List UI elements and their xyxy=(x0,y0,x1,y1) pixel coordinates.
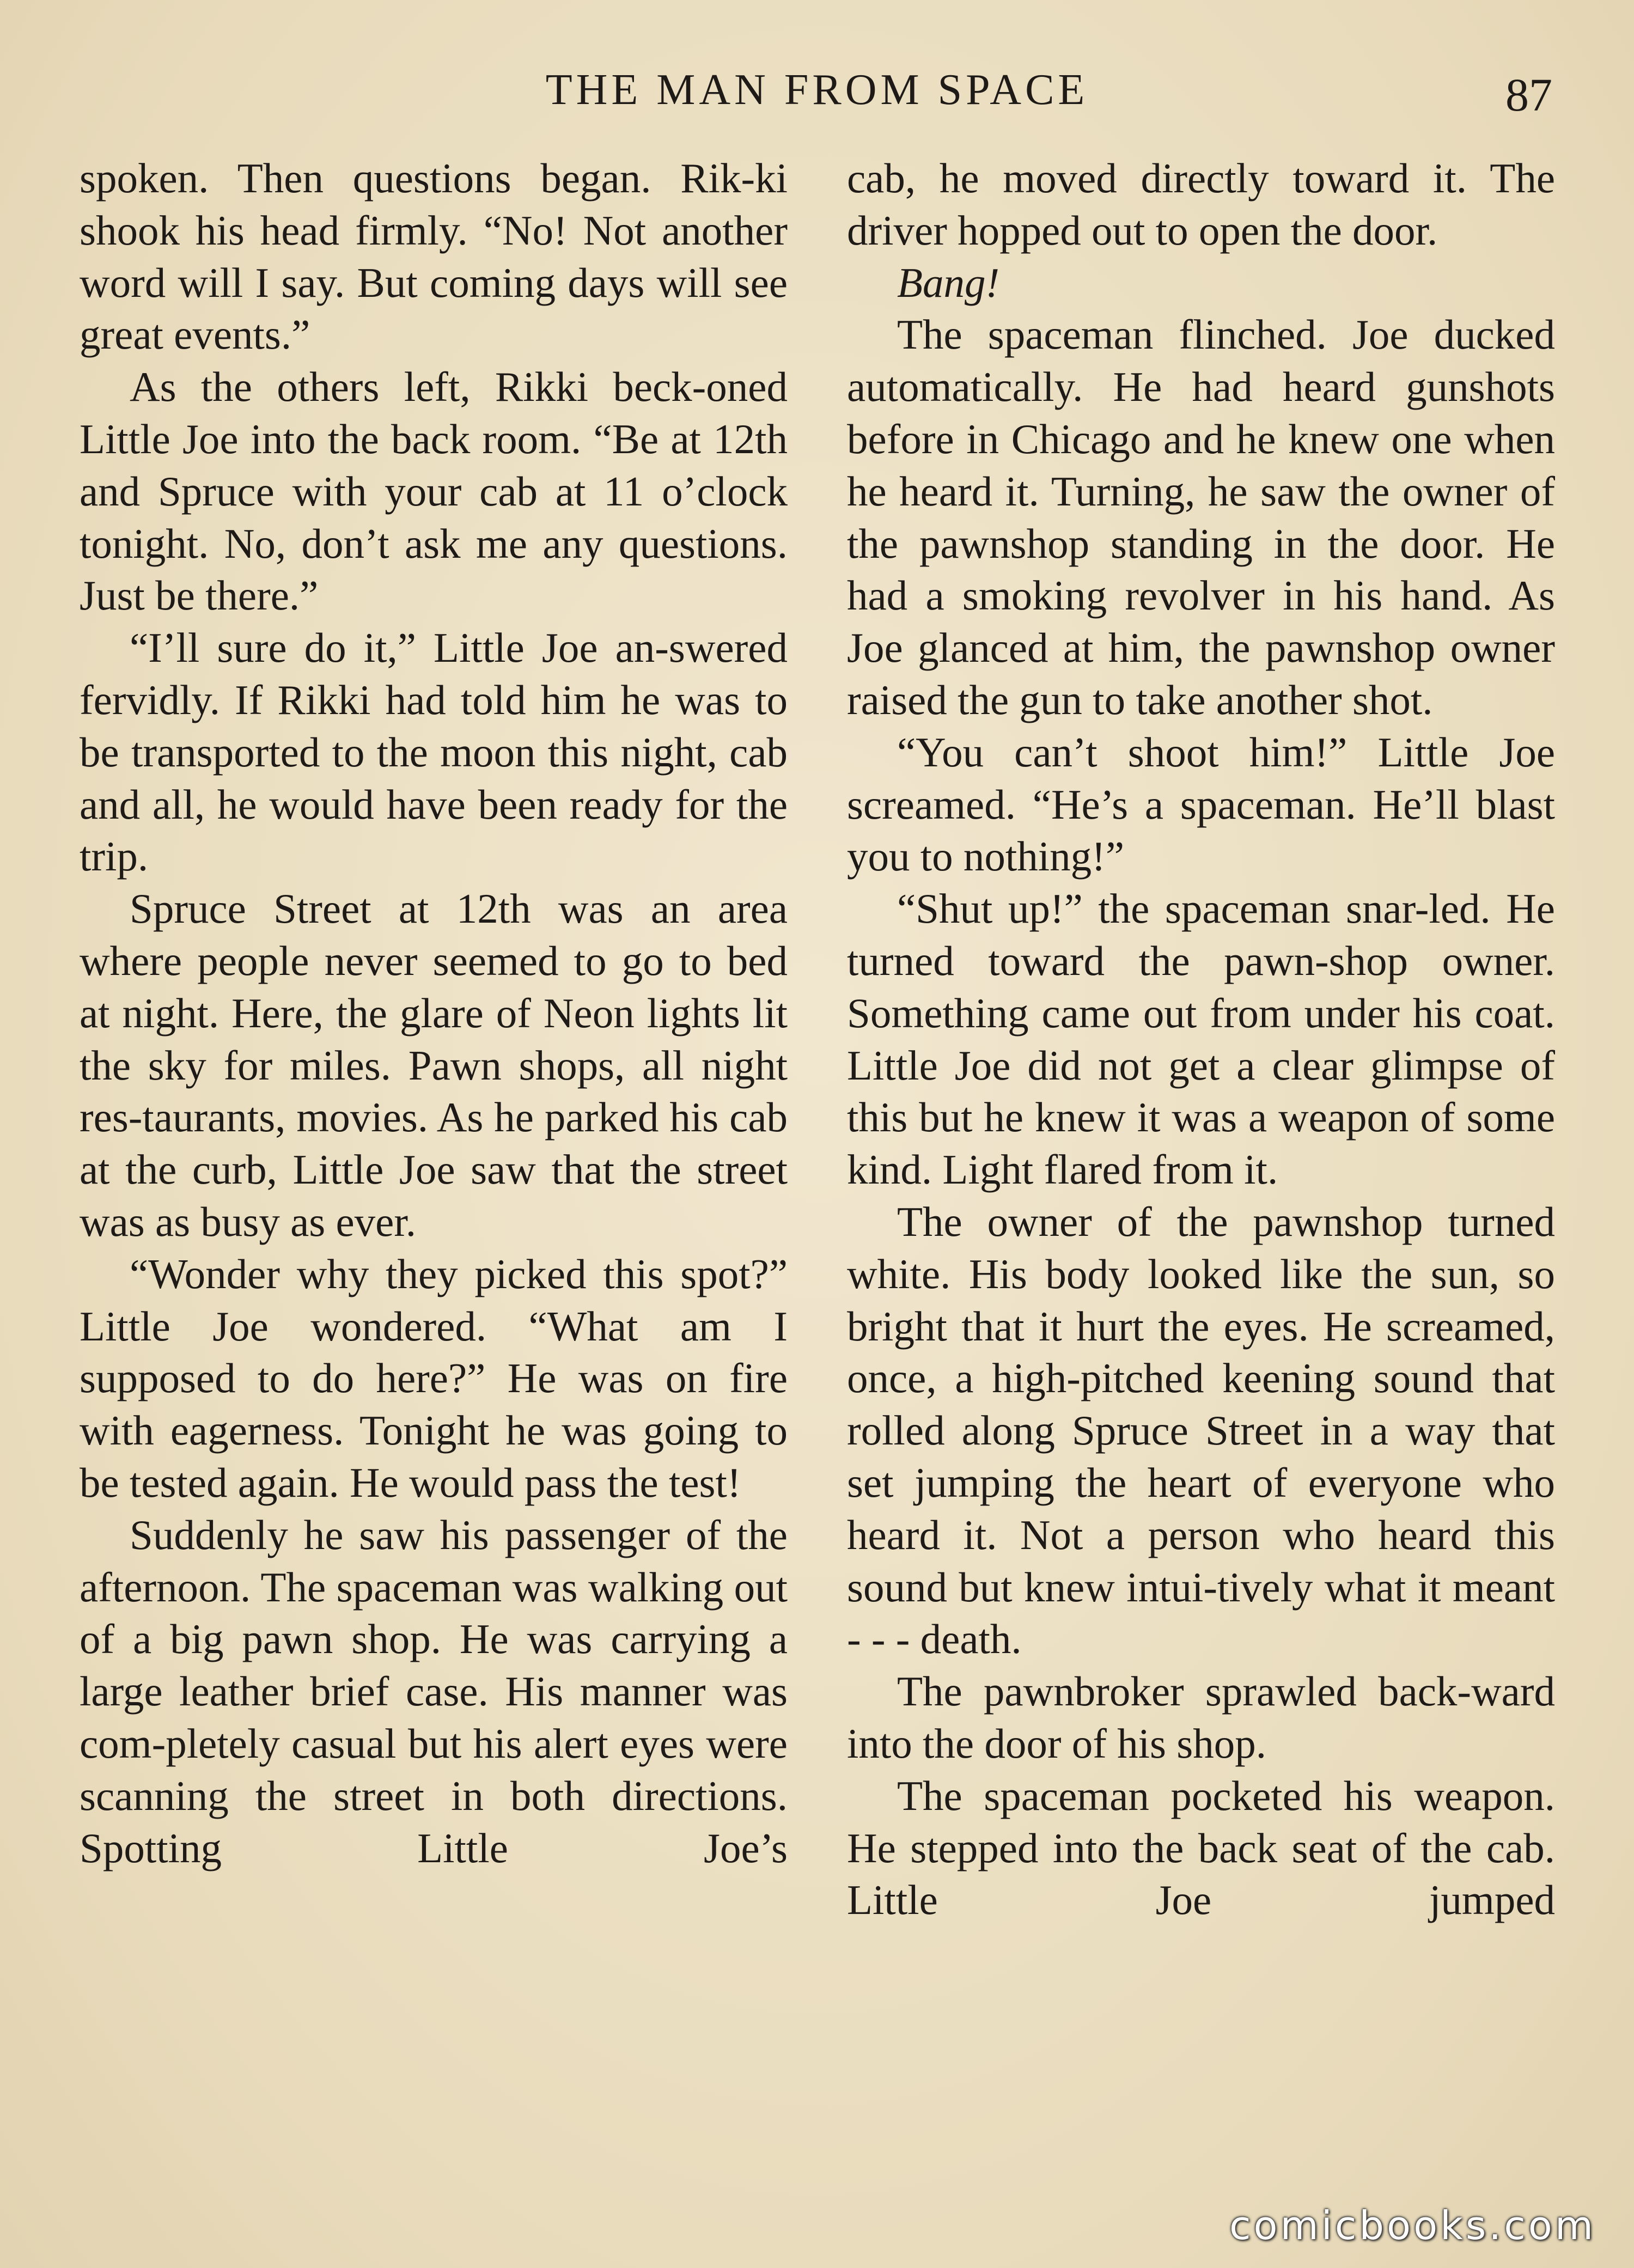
paragraph: The spaceman pocketed his weapon. He stepped into the back seat of the cab. Little Joe jumped xyxy=(847,1772,1555,1924)
watermark-logo: comicbooks.com xyxy=(1229,2203,1596,2248)
paragraph: Suddenly he saw his passenger of the afternoon. The spaceman was walking out of a big pawn shop. He was carrying a large leather brief case. His manner was com-pletely casual but his alert eyes were scanning the street in both directions. Spotting Little Joe’s xyxy=(80,1511,788,1871)
paragraph: “Wonder why they picked this spot?” Little Joe wondered. “What am I supposed to do here?” He was on fire with eagerness. Tonight he was going to be tested again. He would pass the test! xyxy=(80,1250,788,1506)
paragraph: spoken. Then questions began. Rik-ki shook his head firmly. “No! Not another word will I say. But coming days will see great events.” xyxy=(80,155,788,358)
paragraph: cab, he moved directly toward it. The driver hopped out to open the door. xyxy=(847,155,1555,254)
paragraph: As the others left, Rikki beck-oned Little Joe into the back room. “Be at 12th and Spruce with your cab at 11 o’clock tonight. No, don’t ask me any questions. Just be there.” xyxy=(80,363,788,619)
paragraph: The pawnbroker sprawled back-ward into the door of his shop. xyxy=(847,1668,1555,1767)
paragraph: “You can’t shoot him!” Little Joe screamed. “He’s a spaceman. He’ll blast you to nothing!” xyxy=(847,728,1555,880)
paragraph: “I’ll sure do it,” Little Joe an-swered fervidly. If Rikki had told him he was to be transported to the moon this night, cab and all, he would have been ready for the trip. xyxy=(80,624,788,880)
page-number: 87 xyxy=(1505,69,1552,121)
paragraph: Spruce Street at 12th was an area where people never seemed to go to bed at night. Here, the glare of Neon lights lit the sky for miles. Pawn shops, all night res-taurants, movies. As he parked his cab at the curb, Little Joe saw that the street was as busy as ever. xyxy=(80,885,788,1245)
right-column xyxy=(847,153,1555,1926)
paragraph: “Shut up!” the spaceman snar-led. He turned toward the pawn-shop owner. Something came out from under his coat. Little Joe did not get a clear glimpse of this but he knew it was a weapon of some kind. Light flared from it. xyxy=(847,885,1555,1193)
paragraph: Bang! xyxy=(897,259,1000,306)
paragraph: The spaceman flinched. Joe ducked automatically. He had heard gunshots before in Chicago and he knew one when he heard it. Turning, he saw the owner of the pawnshop standing in the door. He had a smoking revolver in his hand. As Joe glanced at him, the pawnshop owner raised the gun to take another shot. xyxy=(847,311,1555,723)
page-header xyxy=(0,65,1634,125)
running-title: THE MAN FROM SPACE xyxy=(545,66,1089,114)
left-column xyxy=(80,153,788,1874)
paragraph: The owner of the pawnshop turned white. His body looked like the sun, so bright that it hurt the eyes. He screamed, once, a high-pitched keening sound that rolled along Spruce Street in a way that set jumping the heart of everyone who heard it. Not a person who heard this sound but knew intui-tively what it meant - - - death. xyxy=(847,1198,1555,1663)
